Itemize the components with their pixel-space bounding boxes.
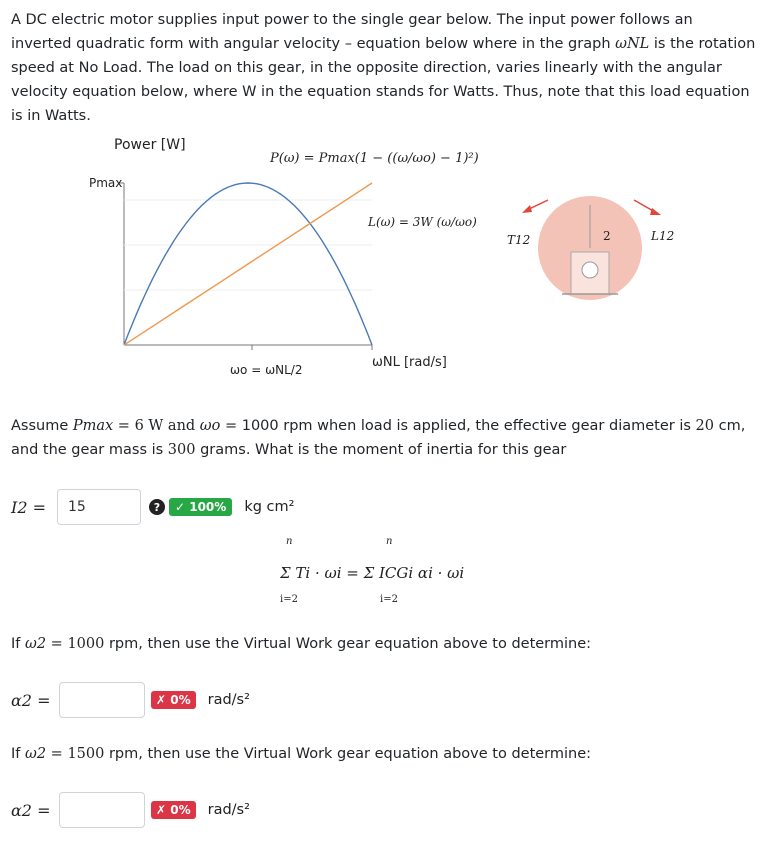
assume-text: = 6 W and (113, 418, 200, 434)
q1-label: I2 = (11, 497, 46, 517)
assume-text: Assume (11, 418, 73, 434)
q3-rpm: 1500 (67, 746, 105, 762)
alpha2-input-1000rpm[interactable] (59, 682, 145, 718)
load-equation: L(ω) = 3W (ω/ωo) (368, 215, 477, 229)
mass-value: 300 (167, 442, 196, 458)
load-line (124, 183, 372, 345)
q2-prompt (11, 636, 591, 652)
intro-paragraph (11, 8, 756, 128)
pmax-symbol: Pmax (72, 418, 114, 434)
q2-unit: rad/s² (207, 692, 250, 708)
virtual-work-formula: Σ Ti · ωi = Σ ICGi αi · ωi (280, 564, 465, 582)
q3-answer-row (11, 792, 250, 828)
q3-prompt-text: = (46, 746, 68, 762)
y-axis-label: Power [W] (114, 137, 186, 153)
omega2-symbol: ω2 (25, 746, 47, 762)
q1-answer-row (11, 489, 294, 525)
q3-prompt (11, 746, 591, 762)
correct-badge: ✓ 100% (169, 498, 232, 516)
q2-label: α2 = (11, 690, 51, 710)
sum-limit-bottom: i=2 (280, 594, 298, 605)
t12-label: T12 (507, 233, 531, 247)
q2-answer-row (11, 682, 250, 718)
pmax-tick-label: Pmax (89, 176, 123, 190)
x-mid-label: ωo = ωNL/2 (230, 363, 303, 377)
assume-text: = 1000 rpm when load is applied, the effective gear diameter is (220, 418, 696, 434)
help-icon[interactable]: ? (149, 499, 165, 515)
l12-arrowhead-icon (650, 208, 661, 215)
q3-prompt-text: rpm, then use the Virtual Work gear equation above to determine: (104, 746, 592, 762)
q3-label: α2 = (11, 800, 51, 820)
q1-unit: kg cm² (244, 499, 295, 515)
omega-nl-symbol: ωNL (615, 36, 650, 52)
power-equation: P(ω) = Pmax(1 − ((ω/ωo) − 1)²) (270, 151, 479, 166)
incorrect-badge: ✗ 0% (151, 801, 196, 819)
q2-prompt-text: If (11, 636, 25, 652)
intro-text-1: A DC electric motor supplies input power to the single gear below. The input power follows an inverted quadratic form with angular velocity – equation below where in the graph (11, 12, 693, 52)
q3-unit: rad/s² (207, 802, 250, 818)
q2-prompt-text: = (46, 636, 68, 652)
sum-limit-bottom-2: i=2 (380, 594, 398, 605)
q2-rpm: 1000 (67, 636, 105, 652)
gear-number: 2 (603, 229, 611, 243)
omega2-symbol: ω2 (25, 636, 47, 652)
l12-label: L12 (651, 229, 675, 243)
omega-o-symbol: ωo (199, 418, 221, 434)
sum-limit-top-2: n (386, 536, 393, 547)
gear-pin (582, 262, 598, 278)
inertia-input[interactable]: 15 (57, 489, 141, 525)
virtual-work-equation (280, 530, 510, 610)
x-end-label: ωNL [rad/s] (372, 355, 447, 370)
q3-prompt-text: If (11, 746, 25, 762)
t12-arrowhead-icon (522, 205, 532, 213)
alpha2-input-1500rpm[interactable] (59, 792, 145, 828)
assume-text: cm, and the gear mass is (11, 418, 746, 458)
diameter-value: 20 (695, 418, 714, 434)
incorrect-badge: ✗ 0% (151, 691, 196, 709)
sum-limit-top: n (286, 536, 293, 547)
intro-text-2: is the rotation speed at No Load. The load on this gear, in the opposite direction, varies linearly with the angular velocity equation below, where W in the equation stands for Watts. Thus, note that this load equation is in Watts. (11, 36, 756, 124)
assume-paragraph (11, 414, 756, 462)
q2-prompt-text: rpm, then use the Virtual Work gear equation above to determine: (104, 636, 592, 652)
figure (0, 120, 765, 390)
assume-text: grams. What is the moment of inertia for this gear (195, 442, 567, 458)
